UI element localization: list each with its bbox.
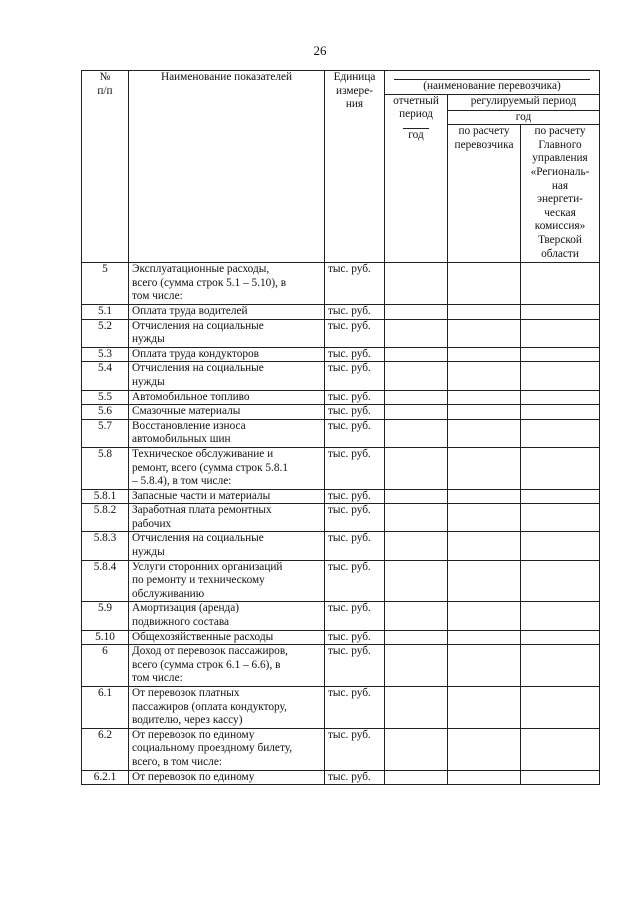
value-cell-rek[interactable] — [521, 630, 600, 645]
header-row — [82, 71, 600, 95]
value-cell-reporting[interactable] — [385, 630, 448, 645]
row-unit: тыс. руб. — [325, 263, 385, 305]
reporting-period-label: отчетный период — [393, 94, 439, 121]
row-number: 6.2.1 — [82, 770, 129, 785]
header-by-carrier: по расчету перевозчика — [448, 125, 521, 263]
row-name: От перевозок по единому социальному проездному билету, всего, в том числе: — [129, 728, 325, 770]
row-unit: тыс. руб. — [325, 304, 385, 319]
row-number: 5.8.1 — [82, 489, 129, 504]
value-cell-reporting[interactable] — [385, 489, 448, 504]
carrier-caption: (наименование перевозчика) — [423, 80, 561, 92]
value-cell-rek[interactable] — [521, 687, 600, 729]
row-unit: тыс. руб. — [325, 362, 385, 390]
table-row — [82, 447, 600, 489]
row-name: Техническое обслуживание и ремонт, всего (сумма строк 5.8.1 – 5.8.4), в том числе: — [129, 447, 325, 489]
table-row — [82, 728, 600, 770]
row-name: Доход от перевозок пассажиров, всего (сумма строк 6.1 – 6.6), в том числе: — [129, 645, 325, 687]
value-cell-carrier[interactable] — [448, 347, 521, 362]
value-cell-rek[interactable] — [521, 419, 600, 447]
row-name: Оплата труда водителей — [129, 304, 325, 319]
table-row — [82, 532, 600, 560]
row-unit: тыс. руб. — [325, 728, 385, 770]
value-cell-reporting[interactable] — [385, 362, 448, 390]
value-cell-carrier[interactable] — [448, 602, 521, 630]
header-unit: Единица измере- ния — [325, 71, 385, 263]
table-row — [82, 347, 600, 362]
value-cell-carrier[interactable] — [448, 560, 521, 602]
table-row — [82, 630, 600, 645]
value-cell-rek[interactable] — [521, 770, 600, 785]
row-number: 6 — [82, 645, 129, 687]
value-cell-rek[interactable] — [521, 602, 600, 630]
row-number: 5.10 — [82, 630, 129, 645]
row-number: 6.2 — [82, 728, 129, 770]
value-cell-rek[interactable] — [521, 504, 600, 532]
value-cell-rek[interactable] — [521, 347, 600, 362]
row-name: Отчисления на социальные нужды — [129, 362, 325, 390]
value-cell-rek[interactable] — [521, 390, 600, 405]
row-unit: тыс. руб. — [325, 630, 385, 645]
row-name: Восстановление износа автомобильных шин — [129, 419, 325, 447]
row-number: 5.8.2 — [82, 504, 129, 532]
row-unit: тыс. руб. — [325, 645, 385, 687]
row-unit: тыс. руб. — [325, 405, 385, 420]
row-name: От перевозок по единому — [129, 770, 325, 785]
row-name: Запасные части и материалы — [129, 489, 325, 504]
row-unit: тыс. руб. — [325, 504, 385, 532]
header-num: № п/п — [82, 71, 129, 263]
row-number: 5.4 — [82, 362, 129, 390]
reporting-year-label: год — [408, 128, 424, 141]
row-number: 5.3 — [82, 347, 129, 362]
value-cell-reporting[interactable] — [385, 263, 448, 305]
value-cell-carrier[interactable] — [448, 770, 521, 785]
value-cell-carrier[interactable] — [448, 630, 521, 645]
table-row — [82, 602, 600, 630]
regulated-period-label: регулируемый период — [470, 94, 577, 107]
row-unit: тыс. руб. — [325, 687, 385, 729]
row-number: 5.2 — [82, 319, 129, 347]
row-name: Амортизация (аренда) подвижного состава — [129, 602, 325, 630]
header-by-rek: по расчету Главного управления «Региональ- ная энергети- ческая комиссия» Тверской области — [521, 125, 600, 263]
table-row — [82, 362, 600, 390]
row-unit: тыс. руб. — [325, 489, 385, 504]
row-unit: тыс. руб. — [325, 390, 385, 405]
value-cell-reporting[interactable] — [385, 770, 448, 785]
page-number: 26 — [313, 43, 327, 58]
value-cell-carrier[interactable] — [448, 304, 521, 319]
value-cell-rek[interactable] — [521, 489, 600, 504]
value-cell-carrier[interactable] — [448, 405, 521, 420]
indicators-table — [81, 70, 600, 785]
value-cell-carrier[interactable] — [448, 419, 521, 447]
row-name: Автомобильное топливо — [129, 390, 325, 405]
header-regulated — [448, 94, 600, 110]
value-cell-reporting[interactable] — [385, 728, 448, 770]
row-unit: тыс. руб. — [325, 602, 385, 630]
value-cell-rek[interactable] — [521, 405, 600, 420]
value-cell-rek[interactable] — [521, 447, 600, 489]
row-unit: тыс. руб. — [325, 319, 385, 347]
value-cell-reporting[interactable] — [385, 687, 448, 729]
table-row — [82, 304, 600, 319]
value-cell-reporting[interactable] — [385, 304, 448, 319]
value-cell-reporting[interactable] — [385, 560, 448, 602]
value-cell-reporting[interactable] — [385, 447, 448, 489]
row-name: Оплата труда кондукторов — [129, 347, 325, 362]
value-cell-reporting[interactable] — [385, 319, 448, 347]
table-row — [82, 319, 600, 347]
value-cell-carrier[interactable] — [448, 504, 521, 532]
row-number: 5.6 — [82, 405, 129, 420]
table-row — [82, 645, 600, 687]
value-cell-reporting[interactable] — [385, 532, 448, 560]
row-unit: тыс. руб. — [325, 560, 385, 602]
table-row — [82, 770, 600, 785]
value-cell-reporting[interactable] — [385, 347, 448, 362]
value-cell-carrier[interactable] — [448, 728, 521, 770]
row-number: 5.8.3 — [82, 532, 129, 560]
row-name: Услуги сторонних организаций по ремонту и техническому обслуживанию — [129, 560, 325, 602]
header-carrier — [385, 71, 600, 95]
table-row — [82, 390, 600, 405]
row-unit: тыс. руб. — [325, 770, 385, 785]
row-number: 5.5 — [82, 390, 129, 405]
row-name: От перевозок платных пассажиров (оплата кондуктору, водителю, через кассу) — [129, 687, 325, 729]
row-name: Смазочные материалы — [129, 405, 325, 420]
value-cell-rek[interactable] — [521, 645, 600, 687]
value-cell-reporting[interactable] — [385, 602, 448, 630]
row-number: 6.1 — [82, 687, 129, 729]
table-row — [82, 687, 600, 729]
value-cell-carrier[interactable] — [448, 362, 521, 390]
value-cell-carrier[interactable] — [448, 447, 521, 489]
table-row — [82, 560, 600, 602]
table-row — [82, 489, 600, 504]
table-row — [82, 405, 600, 420]
value-cell-carrier[interactable] — [448, 687, 521, 729]
table-row — [82, 419, 600, 447]
row-unit: тыс. руб. — [325, 447, 385, 489]
row-number: 5.9 — [82, 602, 129, 630]
value-cell-reporting[interactable] — [385, 419, 448, 447]
regulated-year-label: год — [515, 110, 532, 123]
value-cell-reporting[interactable] — [385, 504, 448, 532]
row-name: Отчисления на социальные нужды — [129, 532, 325, 560]
header-reporting — [385, 94, 448, 263]
row-unit: тыс. руб. — [325, 419, 385, 447]
row-number: 5.7 — [82, 419, 129, 447]
value-cell-rek[interactable] — [521, 304, 600, 319]
row-name: Эксплуатационные расходы, всего (сумма строк 5.1 – 5.10), в том числе: — [129, 263, 325, 305]
row-number: 5.8.4 — [82, 560, 129, 602]
value-cell-carrier[interactable] — [448, 263, 521, 305]
row-number: 5 — [82, 263, 129, 305]
table-row — [82, 263, 600, 305]
header-name: Наименование показателей — [129, 71, 325, 263]
value-cell-carrier[interactable] — [448, 532, 521, 560]
header-regulated-year — [448, 110, 600, 125]
value-cell-reporting[interactable] — [385, 390, 448, 405]
row-unit: тыс. руб. — [325, 347, 385, 362]
value-cell-carrier[interactable] — [448, 390, 521, 405]
table-row — [82, 504, 600, 532]
value-cell-carrier[interactable] — [448, 489, 521, 504]
value-cell-rek[interactable] — [521, 560, 600, 602]
value-cell-rek[interactable] — [521, 362, 600, 390]
value-cell-rek[interactable] — [521, 263, 600, 305]
row-unit: тыс. руб. — [325, 532, 385, 560]
value-cell-carrier[interactable] — [448, 319, 521, 347]
row-name: Заработная плата ремонтных рабочих — [129, 504, 325, 532]
value-cell-reporting[interactable] — [385, 645, 448, 687]
value-cell-rek[interactable] — [521, 728, 600, 770]
row-name: Отчисления на социальные нужды — [129, 319, 325, 347]
value-cell-carrier[interactable] — [448, 645, 521, 687]
value-cell-rek[interactable] — [521, 319, 600, 347]
value-cell-rek[interactable] — [521, 532, 600, 560]
row-name: Общехозяйственные расходы — [129, 630, 325, 645]
value-cell-reporting[interactable] — [385, 405, 448, 420]
row-number: 5.1 — [82, 304, 129, 319]
row-number: 5.8 — [82, 447, 129, 489]
